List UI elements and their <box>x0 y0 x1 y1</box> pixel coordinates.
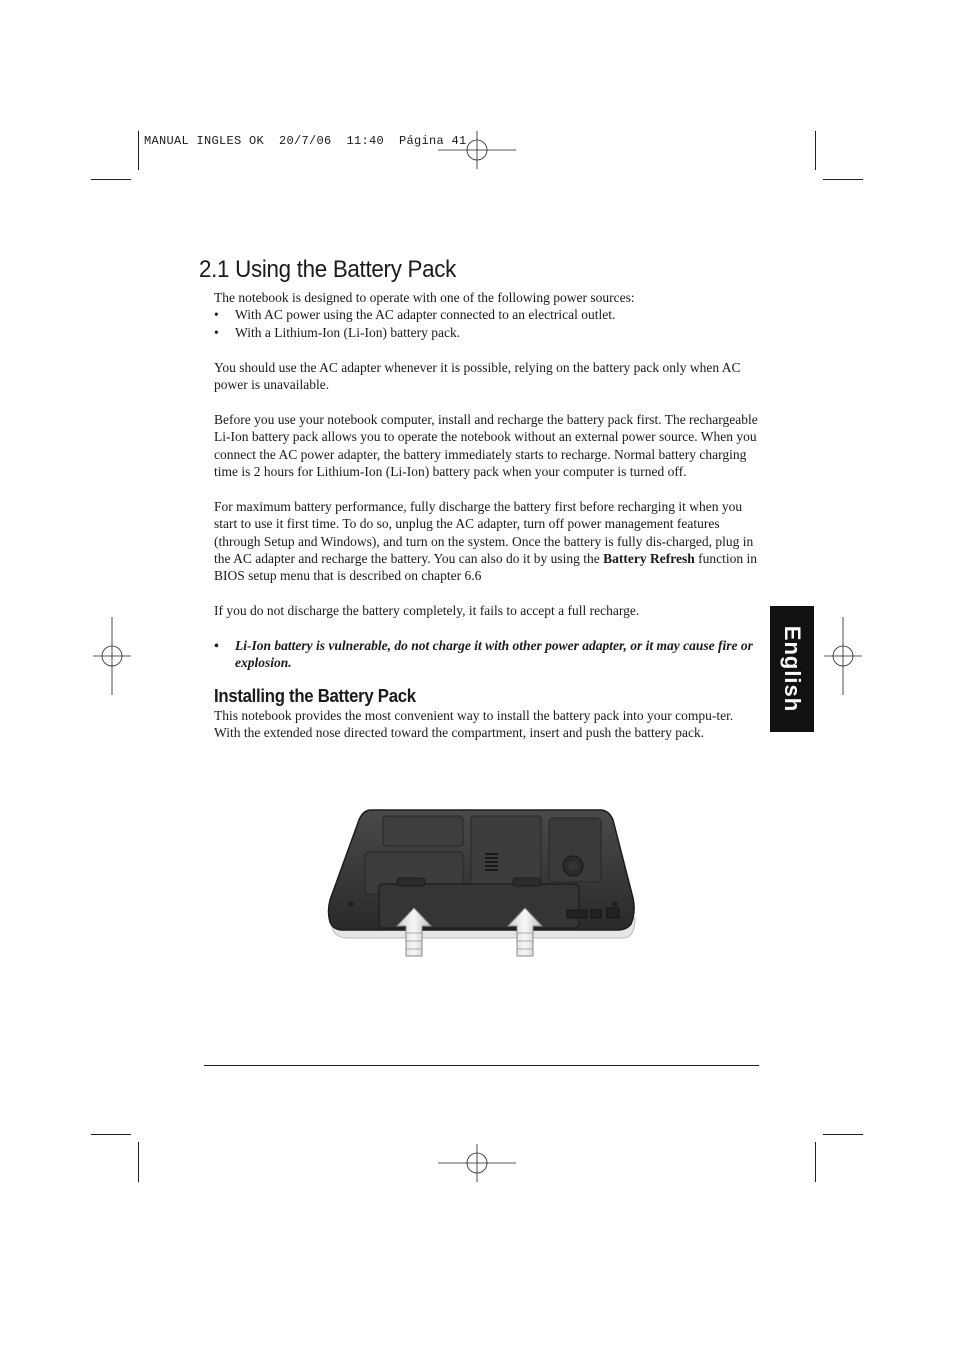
list-item <box>214 306 762 323</box>
power-source-ac: With AC power using the AC adapter connected to an electrical outlet. <box>235 307 616 323</box>
ac-adapter-paragraph: You should use the AC adapter whenever it is possible, relying on the battery pack only when AC power is unavailable. <box>214 359 741 393</box>
registration-crosshair-icon <box>804 617 882 695</box>
discharge-paragraph: If you do not discharge the battery completely, it fails to accept a full recharge. <box>214 603 640 619</box>
subsection-title: Installing the Battery Pack <box>214 685 416 706</box>
crop-mark-bottom-left-h <box>91 1134 131 1135</box>
crop-mark-top-left-h <box>91 179 131 180</box>
crop-mark-bottom-right-h <box>823 1134 863 1135</box>
body-text <box>214 289 762 742</box>
max-performance-paragraph <box>214 498 762 585</box>
print-header: MANUAL INGLES OK 20/7/06 11:40 Página 41 <box>144 134 467 148</box>
registration-crosshair-icon <box>438 111 516 189</box>
list-item <box>214 324 762 341</box>
registration-crosshair-icon <box>73 617 151 695</box>
bullet-mark: • <box>214 324 219 340</box>
max-performance-tail: function in BIOS setup menu that is described on chapter 6.6 <box>214 551 757 584</box>
bullet-mark: • <box>214 307 219 323</box>
before-use-paragraph: Before you use your notebook computer, install and recharge the battery pack first. The rechargeable Li-Ion battery pack allows you to operate the notebook without an external power source. When you connect the AC power adapter, the battery immediately starts to recharge. Normal battery charging time is 2 hours for Lithium-Ion (Li-Ion) battery pack when your computer is turned off. <box>214 411 758 480</box>
battery-refresh-term: Battery Refresh <box>603 551 695 567</box>
footer-rule <box>204 1065 759 1066</box>
power-source-battery: With a Lithium-Ion (Li-Ion) battery pack. <box>235 324 461 340</box>
laptop-underside-illustration <box>325 800 640 962</box>
registration-crosshair-icon <box>438 1124 516 1202</box>
warning-item <box>214 637 762 672</box>
max-performance-text: For maximum battery performance, fully discharge the battery first before recharging it when you start to use it first time. To do so, unplug the AC adapter, turn off power management features (through Setup and Windows), and turn on the system. Once the battery is fully dis-charged, plug in the AC adapter and recharge the battery. You can also do it by using the <box>214 498 754 567</box>
crop-mark-bottom-left-v <box>138 1142 139 1182</box>
warning-text: Li-Ion battery is vulnerable, do not charge it with other power adapter, or it may cause fire or explosion. <box>235 638 753 671</box>
intro-paragraph: The notebook is designed to operate with one of the following power sources: <box>214 290 635 305</box>
bullet-mark: • <box>214 638 219 654</box>
language-tab-label: English <box>780 625 806 713</box>
crop-mark-top-right-v <box>815 131 816 170</box>
crop-mark-bottom-right-v <box>815 1142 816 1182</box>
crop-mark-top-right-h <box>823 179 863 180</box>
install-paragraph: This notebook provides the most convenient way to install the battery pack into your compu-ter. With the extended nose directed toward the compartment, insert and push the battery pack. <box>214 707 734 741</box>
section-title: 2.1 Using the Battery Pack <box>199 256 457 283</box>
language-tab <box>770 606 814 732</box>
crop-mark-top-left-v <box>138 131 139 170</box>
